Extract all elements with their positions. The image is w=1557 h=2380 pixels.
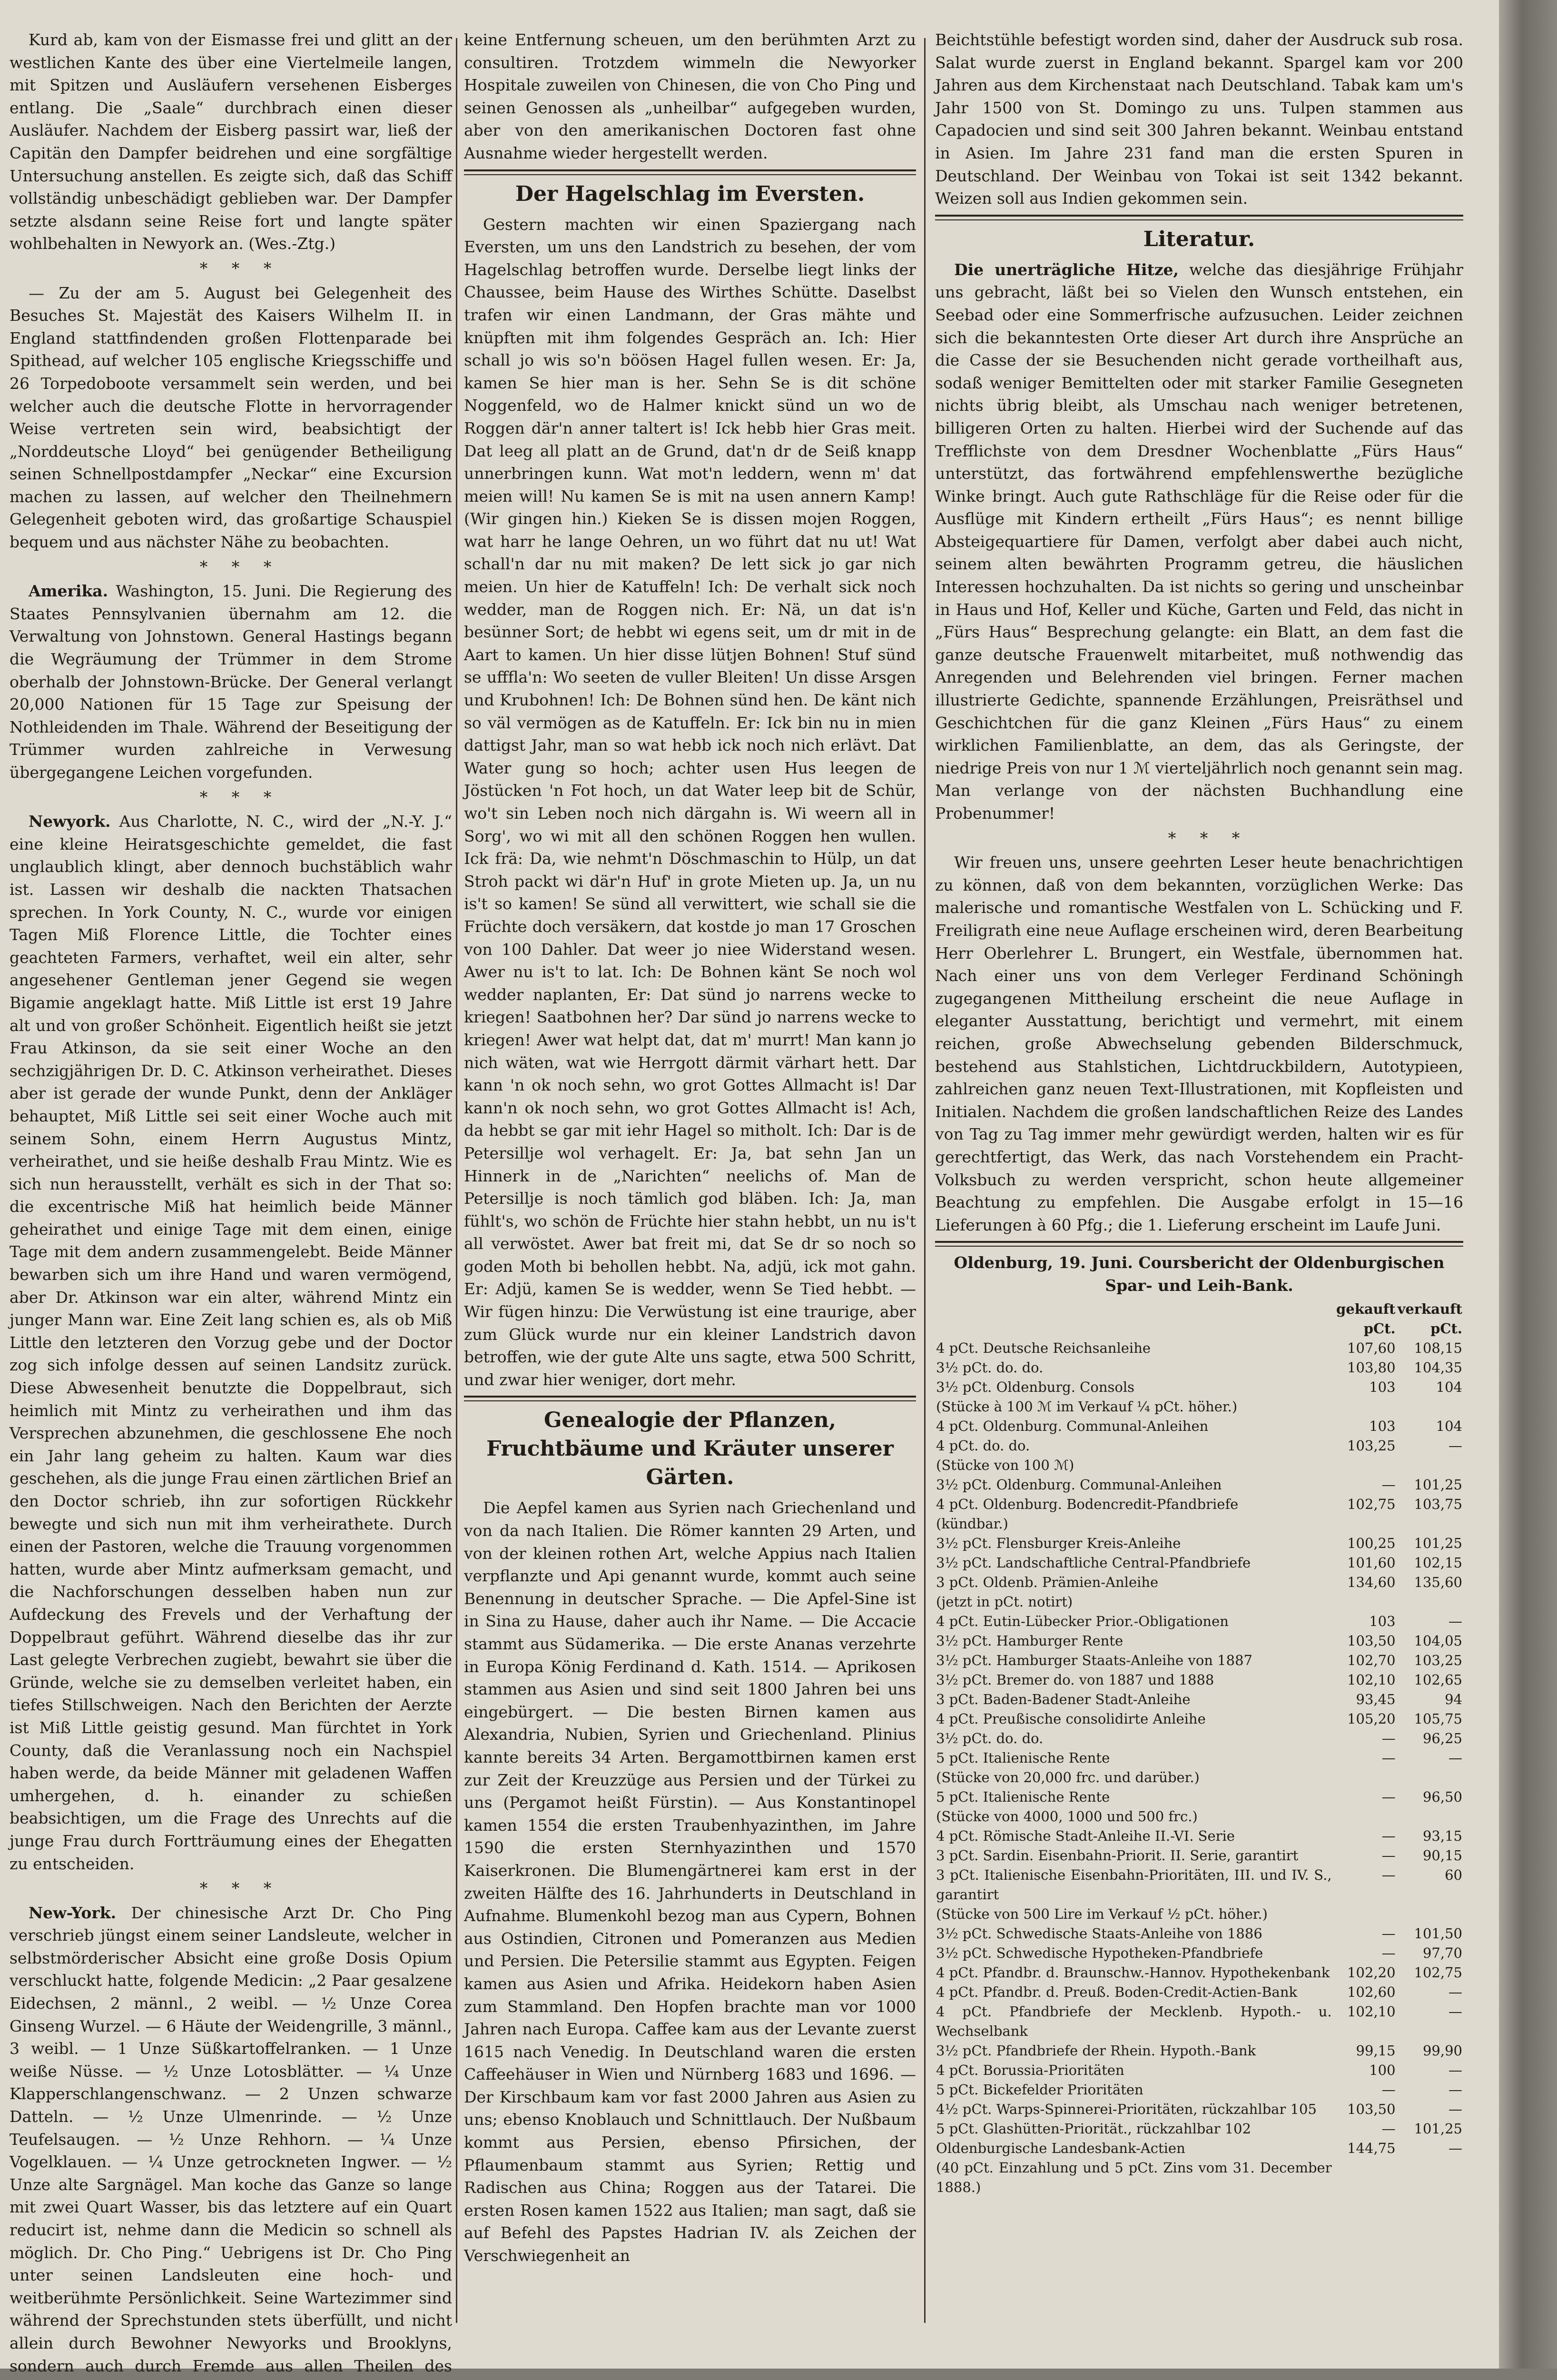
- table-row: [935, 2061, 1463, 2080]
- table-row: [935, 1846, 1463, 1865]
- article-newyork-body: Aus Charlotte, N. C., wird der „N.-Y. J.“ eine kleine Heiratsgeschichte gemeldet, die fast unglaublich klingt, aber dennoch buchstäblich wahr ist. Lassen wir deshalb die nackten Thatsachen sprechen. In York County, N. C., wurde vor einigen Tagen Miß Florence Little, die Tochter eines geachteten Farmers, verhaftet, weil ein alter, sehr angesehener Gentleman jener Gegend sie wegen Bigamie angeklagt hatte. Miß Little ist erst 19 Jahre alt und von großer Schönheit. Eigentlich heißt sie jetzt Frau Atkinson, da sie seit einer Woche an den sechzigjährigen Dr. D. C. Atkinson verheirathet. Dieses aber ist gerade der wunde Punkt, denn der Ankläger behauptet, Miß Little sei seit einer Woche auch mit seinem Sohn, einem Herrn Augustus Mintz, verheirathet, und sie heiße deshalb Frau Mintz. Wie es sich nun herausstellt, verhält es sich in der That so: die excentrische Miß hat heimlich beide Männer geheirathet und einige Tage mit dem einen, einige Tage mit dem andern zusammengelebt. Beide Männer bewarben sich um ihre Hand und waren vermögend, aber Dr. Atkinson war ein alter, während Mintz ein junger Mann war. Eine Zeit lang schien es, als ob Miß Little den letzteren den Vorzug gebe und der Doctor zog sich infolge dessen auf seinen Landsitz zurück. Diese Abwesenheit benutzte die Doppelbraut, sich heimlich mit Mintz zu verheirathen und ihm das Versprechen abzunehmen, die geschlossene Ehe noch ein Jahr lang geheim zu halten. Kaum war dies geschehen, als die junge Frau einen zärtlichen Brief an den Doctor schrieb, ihn zur sofortigen Rückkehr bewegte und sich nun mit ihm verheirathete. Durch einen der Pastoren, welche die Trauung vorgenommen hatten, wurde aber Mintz aufmerksam gemacht, und die Nachforschungen desselben haben nun zur Aufdeckung des Frevels und der Verhaftung der Doppelbraut geführt. Während dieselbe das ihr zur Last gelegte Verbrechen zugiebt, bewahrt sie über die Gründe, welche sie zu demselben verleitet haben, ein tiefes Stillschweigen. Nach den Berichten der Aerzte ist Miß Little geistig gesund. Man fürchtet in York County, daß die Veranlassung noch ein Nachspiel haben werde, da beide Männer mit geladenen Waffen umhergehen, d. h. einander zu schießen beabsichtigen, um die Frage des Unrechts auf die junge Frau durch Fortträumung eines der Ehegatten zu entscheiden.: [10, 812, 452, 1873]
- security-name: 3 pCt. Sardin. Eisenbahn-Priorit. II. Serie, garantirt: [936, 1847, 1299, 1864]
- price-bought: 100,25: [1347, 1535, 1396, 1552]
- unit-gekauft: pCt.: [1363, 1320, 1396, 1337]
- price-sold: 103,25: [1414, 1652, 1462, 1669]
- table-row: [935, 2119, 1463, 2139]
- article-new-york-body: Der chinesische Arzt Dr. Cho Ping verschrieb jüngst einem seiner Landsleute, welcher in selbstmörderischer Absicht eine große Dosis Opium verschluckt hatte, folgende Medicin: „2 Paar gesalzene Eidechsen, 2 männl., 2 weibl. — ½ Unze Corea Ginseng Wurzel. — 6 Häute der Weidengrille, 3 männl., 3 weibl. — 1 Unze Süßkartoffelranken. — 1 Unze weiße Nüsse. — ½ Unze Lotosblätter. — ¼ Unze Klapperschlangenschwanz. — 2 Unzen schwarze Datteln. — ½ Unze Ulmenrinde. — ½ Unze Teufelsaugen. — ½ Unze Rehhorn. — ¼ Unze Vogelklauen. — ¼ Unze getrockneten Ingwer. — ½ Unze alte Sargnägel. Man koche das Ganze so lange mit zwei Quart Wasser, bis das letztere auf ein Quart reducirt ist, nehme dann die Medicin so schnell als möglich. Dr. Cho Ping.“ Uebrigens ist Dr. Cho Ping unter seinen Landsleuten eine hoch- und weitberühmte Persönlichkeit. Seine Wartezimmer sind während der Sprechstunden stets überfüllt, und nicht allein durch Bewohner Newyorks und Brooklyns, sondern auch durch Fremde aus allen Theilen des: [10, 1903, 452, 2375]
- price-sold: [1397, 1904, 1463, 1924]
- table-row: [935, 1787, 1463, 1807]
- article-newyork: [10, 810, 452, 1875]
- price-sold: [1397, 1592, 1463, 1612]
- article-amerika: [10, 580, 452, 783]
- security-name: 4 pCt. Oldenburg. Communal-Anleihen: [936, 1418, 1209, 1435]
- security-name: 4 pCt. Deutsche Reichsanleihe: [936, 1340, 1151, 1357]
- coursbericht-title: Oldenburg, 19. Juni. Coursbericht der Oldenburgischen Spar- und Leih-Bank.: [954, 1253, 1445, 1295]
- table-row: [935, 1358, 1463, 1378]
- security-name: 4 pCt. Pfandbriefe der Mecklenb. Hypoth.- u. Wechselbank: [936, 2003, 1332, 2040]
- table-row: [935, 1924, 1463, 1944]
- security-name: 3½ pCt. Schwedische Staats-Anleihe von 1886: [936, 1925, 1262, 1942]
- price-bought: 103: [1369, 1613, 1396, 1630]
- security-name: 3½ pCt. Oldenburg. Consols: [936, 1379, 1135, 1396]
- price-bought: 103,50: [1347, 1633, 1396, 1649]
- price-sold: —: [1449, 1613, 1462, 1630]
- price-bought: 102,70: [1347, 1652, 1396, 1669]
- price-bought: 93,45: [1356, 1691, 1396, 1708]
- table-row: [935, 1631, 1463, 1651]
- table-row: [935, 1865, 1463, 1904]
- article-amerika-lead: Amerika.: [29, 582, 108, 601]
- price-sold: [1397, 1456, 1463, 1475]
- price-bought: —: [1381, 1750, 1396, 1766]
- price-sold: —: [1449, 2082, 1462, 2098]
- security-name: 4 pCt. Pfandbr. d. Preuß. Boden-Credit-Actien-Bank: [936, 1984, 1298, 2001]
- table-row: [935, 1826, 1463, 1846]
- table-row: [935, 2002, 1463, 2041]
- article-amerika-body: Washington, 15. Juni. Die Regierung des Staates Pennsylvanien übernahm am 12. die Verwaltung von Johnstown. General Hastings begann die Wegräumung der Trümmer in dem Strome oberhalb der Johnstown-Brücke. Der General verlangt 20,000 Nationen für 15 Tage zur Speisung der Nothleidenden im Thale. Während der Beseitigung der Trümmer wurden zahlreiche in Verwesung übergegangene Leichen vorgefunden.: [10, 582, 452, 782]
- price-bought: [1333, 2158, 1397, 2197]
- security-name: 3½ pCt. Bremer do. von 1887 und 1888: [936, 1672, 1214, 1688]
- table-row: [935, 2041, 1463, 2061]
- security-name: 3½ pCt. Flensburger Kreis-Anleihe: [936, 1535, 1181, 1552]
- table-body: [935, 1339, 1463, 2197]
- heading-genealogie: Genealogie der Pflanzen, Fruchtbäume und Kräuter unserer Gärten.: [486, 1408, 894, 1490]
- price-sold: 101,50: [1414, 1925, 1462, 1942]
- price-bought: 107,60: [1347, 1340, 1396, 1357]
- security-name: (40 pCt. Einzahlung und 5 pCt. Zins vom 31. December 1888.): [936, 2160, 1332, 2196]
- price-bought: —: [1381, 2121, 1396, 2137]
- price-bought: 103,25: [1347, 1438, 1396, 1454]
- heading-literatur: Literatur.: [1143, 227, 1255, 251]
- security-name: 3 pCt. Oldenb. Prämien-Anleihe: [936, 1574, 1159, 1591]
- article-new-york-lead: New-York.: [29, 1903, 117, 1922]
- security-name: 4 pCt. Oldenburg. Bodencredit-Pfandbriefe: [936, 1496, 1239, 1513]
- separator-stars: * * *: [1168, 828, 1250, 847]
- price-sold: 102,65: [1414, 1672, 1462, 1688]
- security-name: (Stücke von 500 Lire im Verkauf ½ pCt. höher.): [936, 1906, 1268, 1923]
- security-name: Oldenburgische Landesbank-Actien: [936, 2140, 1185, 2157]
- unit-verkauft: pCt.: [1430, 1320, 1462, 1337]
- price-bought: 105,20: [1347, 1711, 1396, 1727]
- table-row: [935, 1495, 1463, 1514]
- table-row: [935, 1456, 1463, 1475]
- table-row: [935, 1904, 1463, 1924]
- price-bought: —: [1381, 1730, 1396, 1747]
- price-sold: 104: [1436, 1379, 1462, 1396]
- security-name: 4 pCt. do. do.: [936, 1438, 1030, 1454]
- price-bought: 102,10: [1347, 2003, 1396, 2020]
- security-name: (kündbar.): [936, 1516, 1008, 1532]
- price-sold: 102,15: [1414, 1555, 1462, 1571]
- price-bought: [1333, 1592, 1397, 1612]
- price-sold: —: [1449, 1984, 1462, 2001]
- price-sold: 93,15: [1422, 1828, 1462, 1844]
- section-rule: [464, 169, 916, 175]
- price-bought: 102,75: [1347, 1496, 1396, 1513]
- security-name: 4 pCt. Preußische consolidirte Anleihe: [936, 1711, 1206, 1727]
- article-genealogie-continued: Beichtstühle befestigt worden sind, daher der Ausdruck sub rosa. Salat wurde zuerst in England bekannt. Spargel kam vor 200 Jahren aus dem Kirchenstaat nach Deutschland. Tabak kam um's Jahr 1500 von St. Domingo zu uns. Tulpen stammen aus Capadocien und sind seit 300 Jahren bekannt. Weinbau entstand in Asien. Im Jahre 231 fand man die ersten Spuren in Deutschland. Der Weinbau von Tokai ist seit 1342 bekannt. Weizen soll aus Indien gekommen sein.: [935, 30, 1463, 208]
- price-sold: 101,25: [1414, 1477, 1462, 1493]
- table-row: [935, 1651, 1463, 1670]
- table-row: [935, 1944, 1463, 1963]
- security-name: 3½ pCt. do. do.: [936, 1359, 1044, 1376]
- security-name: 3½ pCt. Hamburger Staats-Anleihe von 1887: [936, 1652, 1252, 1669]
- table-row: [935, 1963, 1463, 1983]
- security-name: 3½ pCt. do. do.: [936, 1730, 1044, 1747]
- price-sold: 104,35: [1414, 1359, 1462, 1376]
- security-name: 3 pCt. Italienische Eisenbahn-Prioritäten, III. und IV. S., garantirt: [936, 1867, 1332, 1903]
- price-sold: 101,25: [1414, 1535, 1462, 1552]
- table-row: [935, 2080, 1463, 2100]
- table-row: [935, 1553, 1463, 1573]
- heading-hagelschlag: Der Hagelschlag im Eversten.: [515, 181, 865, 206]
- security-name: 4 pCt. Borussia-Prioritäten: [936, 2062, 1124, 2079]
- price-bought: 102,20: [1347, 1964, 1396, 1981]
- article-new-york: [10, 1902, 452, 2380]
- table-row: [935, 1690, 1463, 1709]
- separator-stars: * * *: [199, 787, 281, 806]
- header-gekauft: gekauft: [1336, 1301, 1396, 1318]
- table-row: [935, 1436, 1463, 1456]
- price-sold: 102,75: [1414, 1964, 1462, 1981]
- table-row: [935, 1417, 1463, 1436]
- table-row: [935, 1514, 1463, 1534]
- article-newyork-lead: Newyork.: [29, 812, 111, 831]
- price-bought: 103,50: [1347, 2101, 1396, 2118]
- table-row: [935, 2158, 1463, 2197]
- price-bought: —: [1381, 1925, 1396, 1942]
- security-name: 5 pCt. Italienische Rente: [936, 1750, 1110, 1766]
- security-name: (Stücke von 100 ℳ): [936, 1457, 1074, 1474]
- security-name: 3½ pCt. Oldenburg. Communal-Anleihen: [936, 1477, 1222, 1493]
- table-row: [935, 1807, 1463, 1826]
- price-sold: 60: [1445, 1867, 1462, 1884]
- table-row: [935, 1983, 1463, 2002]
- security-name: (jetzt in pCt. notirt): [936, 1594, 1073, 1610]
- price-bought: 100: [1369, 2062, 1396, 2079]
- column-3: [935, 29, 1463, 2351]
- price-sold: —: [1449, 1438, 1462, 1454]
- price-bought: [1333, 1807, 1397, 1826]
- table-row: [935, 1670, 1463, 1690]
- price-bought: [1333, 1514, 1397, 1534]
- header-verkauft: verkauft: [1397, 1301, 1462, 1318]
- security-name: 3 pCt. Baden-Badener Stadt-Anleihe: [936, 1691, 1191, 1708]
- security-name: 4 pCt. Pfandbr. d. Braunschw.-Hannov. Hypothekenbank: [936, 1964, 1330, 1981]
- security-name: 3½ pCt. Hamburger Rente: [936, 1633, 1123, 1649]
- price-sold: —: [1449, 1750, 1462, 1766]
- security-name: 4 pCt. Eutin-Lübecker Prior.-Obligationen: [936, 1613, 1229, 1630]
- column-rule-2: [924, 38, 926, 2323]
- separator-stars: * * *: [199, 557, 281, 576]
- price-sold: [1397, 1768, 1463, 1787]
- table-row: [935, 1475, 1463, 1495]
- price-sold: 105,75: [1414, 1711, 1462, 1727]
- security-name: 3½ pCt. Landschaftliche Central-Pfandbriefe: [936, 1555, 1251, 1571]
- security-name: 4 pCt. Römische Stadt-Anleihe II.-VI. Serie: [936, 1828, 1235, 1844]
- price-bought: —: [1381, 1477, 1396, 1493]
- table-row: [935, 1397, 1463, 1417]
- price-bought: [1333, 1768, 1397, 1787]
- coursbericht-table: [935, 1299, 1463, 2197]
- price-sold: —: [1449, 2062, 1462, 2079]
- column-1: [10, 29, 452, 2375]
- price-bought: —: [1381, 1847, 1396, 1864]
- section-rule: [935, 215, 1463, 220]
- security-name: 4½ pCt. Warps-Spinnerei-Prioritäten, rückzahlbar 105: [936, 2101, 1317, 2118]
- separator-stars: * * *: [199, 1879, 281, 1898]
- table-row: [935, 1748, 1463, 1768]
- price-bought: 102,10: [1347, 1672, 1396, 1688]
- price-bought: 99,15: [1356, 2043, 1396, 2059]
- section-rule: [464, 1396, 916, 1401]
- price-bought: —: [1381, 1828, 1396, 1844]
- price-bought: [1333, 1397, 1397, 1417]
- price-sold: —: [1449, 2003, 1462, 2020]
- table-row: [935, 1378, 1463, 1397]
- column-rule-1: [456, 38, 457, 2323]
- price-sold: 97,70: [1422, 1945, 1462, 1962]
- security-name: 3½ pCt. Schwedische Hypotheken-Pfandbriefe: [936, 1945, 1263, 1962]
- table-header-row: [935, 1299, 1463, 1319]
- table-row: [935, 1339, 1463, 1358]
- price-bought: 103,80: [1347, 1359, 1396, 1376]
- section-rule: [935, 1241, 1463, 1247]
- table-row: [935, 2100, 1463, 2119]
- price-sold: [1397, 1514, 1463, 1534]
- price-bought: —: [1381, 1867, 1396, 1884]
- price-sold: 135,60: [1414, 1574, 1462, 1591]
- price-sold: [1397, 2158, 1463, 2197]
- price-bought: [1333, 1904, 1397, 1924]
- price-sold: [1397, 1397, 1463, 1417]
- price-bought: [1333, 1456, 1397, 1475]
- price-bought: 102,60: [1347, 1984, 1396, 2001]
- security-name: (Stücke von 20,000 frc. und darüber.): [936, 1769, 1200, 1786]
- price-bought: —: [1381, 2082, 1396, 2098]
- price-bought: 103: [1369, 1418, 1396, 1435]
- price-sold: 103,75: [1414, 1496, 1462, 1513]
- security-name: (Stücke von 4000, 1000 und 500 frc.): [936, 1808, 1198, 1825]
- price-sold: 94: [1445, 1691, 1462, 1708]
- price-bought: 103: [1369, 1379, 1396, 1396]
- article-westfalen: Wir freuen uns, unsere geehrten Leser heute benachrichtigen zu können, daß von dem bekannten, vorzüglichen Werke: Das malerische und romantische Westfalen von L. Schücking und F. Freiligrath eine neue Auflage erscheinen wird, deren Bearbeitung Herr Oberlehrer L. Brungert, ein Westfale, übernommen hat. Nach einer uns von dem Verleger Ferdinand Schöningh zugegangenen Mittheilung erscheint die neue Auflage in eleganter Ausstattung, berichtigt und vermehrt, mit einem reichen, große Abwechselung gebenden Bilderschmuck, bestehend aus Stahlstichen, Lichtdruckbildern, Autotypieen, zahlreichen ganz neuen Text-Illustrationen, mit Kopfleisten und Initialen. Nachdem die großen landschaftlichen Reize des Landes von Tag zu Tag immer mehr gewürdigt werden, halten wir es für gerechtfertigt, das Werk, das nach Vorstehendem ein Pracht-Volksbuch zu werden verspricht, schon heute allgemeiner Beachtung zu empfehlen. Die Ausgabe erfolgt in 15—16 Lieferungen à 60 Pfg.; die 1. Lieferung erscheint im Laufe Juni.: [935, 853, 1463, 1234]
- table-row: [935, 1729, 1463, 1748]
- article-eisberg: Kurd ab, kam von der Eismasse frei und glitt an der westlichen Kante des über eine Viertelmeile langen, mit Spitzen und Ausläufern versehenen Eisberges entlang. Die „Saale“ durchbrach einen dieser Ausläufer. Nachdem der Eisberg passirt war, ließ der Capitän den Dampfer beidrehen und eine sorgfältige Untersuchung anstellen. Es zeigte sich, daß das Schiff vollständig unbeschädigt geblieben war. Der Dampfer setzte alsdann seine Reise fort und langte später wohlbehalten in Newyork an. (Wes.-Ztg.): [10, 30, 452, 253]
- price-sold: —: [1449, 2101, 1462, 2118]
- table-unit-row: [935, 1319, 1463, 1339]
- price-sold: [1397, 1807, 1463, 1826]
- price-bought: —: [1381, 1789, 1396, 1805]
- article-hagelschlag: Gestern machten wir einen Spaziergang nach Eversten, um uns den Landstrich zu besehen, der vom Hagelschlag betroffen wurde. Derselbe liegt links der Chaussee, beim Hause des Wirthes Schütte. Daselbst trafen wir einen Landmann, der Gras mähte und knüpften mit ihm folgendes Gespräch an. Ich: Hier schall jo wis so'n böösen Hagel fullen wesen. Er: Ja, kamen Se hier man is her. Sehn Se is dit schöne Noggenfeld, wo de Halmer knickt sünd un wo de Roggen där'n anner taltert is! Ick hebb hier Gras meit. Dat leeg all platt an de Grund, dat'n dr de Seiß knapp unnerbringen kunn. Wat mot'n leddern, wenn m' dat meien will! Nu kamen Se is mit na usen annern Kamp! (Wir gingen hin.) Kieken Se is dissen mojen Roggen, wat harr he lange Oehren, un wo führt dat nu ut! Wat schall'n dar nu mit maken? De lett sick jo gar nich meien. Un hier de Katuffeln! Ich: De verhalt sick noch wedder, man de Roggen nich. Er: Nä, un dat is'n besünner Sort; de hebbt wi egens seit, um dr mit in de Aart to kamen. Un hier disse lütjen Bohnen! Stuf sünd se ufffla'n: Wo seeten de vuller Bleiten! Un disse Arsgen und Krubohnen! Ich: De Bohnen sünd hen. De känt nich so väl vermögen as de Katuffeln. Er: Ick bin nu in mien dattigst Jahr, man so wat hebb ick noch nich erlävt. Dat Water gung so hoch; achter usen Hus leegen de Jöstücken 'n Fot hoch, un dat Water leep bit de Schür, wo't sin Leben noch nich därgahn is. Wi weern all in Sorg', wo wi mit all den schönen Roggen hen wullen. Ick frä: Da, wie nehmt'n Döschmaschin to Hülp, un dat Stroh packt wi där'n Huf' in grote Mieten up. Ja, un nu is't so kamen! Se sünd all verwittert, wie schall sie die Früchte doch versäkern, dat kostde jo man 17 Groschen von 100 Dahler. Dat weer jo niee Widerstand wesen. Awer nu is't to lat. Ich: De Bohnen känt Se noch wol wedder naplanten, Er: Dat sünd jo narrens wecke to kriegen! Saatbohnen her? Dar sünd jo narrens wecke to kriegen! Awer wat helpt dat, dat m' murrt! Man kann jo nich wäten, wat wie Herrgott därmit värhart hett. Dar kann 'n ok noch sehn, wo grot Gottes Allmacht is! Dar kann'n ok noch sehn, wo grot Gottes Allmacht is! Ach, da hebbt se gar mit iehr Hagel so mitholt. Ich: Dar is de Petersillje wol verhagelt. Er: Ja, bat sehn Jan un Hinnerk in de „Narichten“ neelichs of. Man de Petersillje is noch tämlich god bläben. Ich: Ja, man fühlt's, wo schön de Früchte hier stahn hebbt, un nu is't all verwöstet. Awer bat freit mi, dat Se dr so noch so goden Moth bi behollen hebbt. Na, adjü, ick mot gahn. Er: Adjü, kamen Se is wedder, wenn Se Tied hebbt. — Wir fügen hinzu: Die Verwüstung ist eine traurige, aber zum Glück wurde nur ein kleiner Landstrich davon betroffen, wie der gute Alte uns sagte, etwa 500 Schritt, und zwar hier weniger, dort mehr.: [464, 215, 916, 1389]
- table-row: [935, 1534, 1463, 1553]
- table-row: [935, 1709, 1463, 1729]
- table-row: [935, 1573, 1463, 1592]
- price-sold: 101,25: [1414, 2121, 1462, 2137]
- table-row: [935, 1592, 1463, 1612]
- price-sold: 104,05: [1414, 1633, 1462, 1649]
- security-name: 5 pCt. Italienische Rente: [936, 1789, 1110, 1805]
- price-sold: 90,15: [1422, 1847, 1462, 1864]
- security-name: 5 pCt. Bickefelder Prioritäten: [936, 2082, 1143, 2098]
- price-sold: 104: [1436, 1418, 1462, 1435]
- price-sold: 96,50: [1422, 1789, 1462, 1805]
- price-sold: —: [1449, 2140, 1462, 2157]
- article-hitze-body: welche das diesjährige Frühjahr uns gebracht, läßt bei so Vielen den Wunsch entstehen, ein Seebad oder eine Sommerfrische aufzusuchen. Leider zeichnen sich die bekanntesten Orte dieser Art durch ihre Ansprüche an die Casse der sie Besuchenden nicht gerade vortheilhaft aus, sodaß weniger Bemittelten oder mit starker Familie Gesegneten nichts übrig bleibt, als Umschau nach weniger betretenen, billigeren Orten zu halten. Hierbei wird der Suchende auf das Trefflichste von dem Dresdner Wochenblatte „Fürs Haus“ unterstützt, das fortwährend empfehlenswerthe bezügliche Winke bringt. Auch gute Rathschläge für die Reise oder für die Ausflüge mit Kindern ertheilt „Fürs Haus“; es nennt billige Absteigequartiere für Damen, verfolgt aber dabei auch nicht, seinem alten bewährten Programm getreu, die häuslichen Interessen hochzuhalten. Da ist nichts so gering und unscheinbar in Haus und Hof, Keller und Küche, Garten und Feld, das nicht in „Fürs Haus“ Besprechung gelangte: ein Blatt, an dem fast die ganze deutsche Frauenwelt mitarbeitet, muß nothwendig das Anregenden und Belehrenden viel bringen. Ferner machen illustrierte Gedichte, spannende Erzählungen, Preisräthsel und Geschichtchen für die ganz Kleinen „Fürs Haus“ zu einem wirklichen Familienblatte, an dem, das als Geringste, der niedrige Preis von nur 1 ℳ vierteljährlich noch genannt sein mag. Man verlange von der nächsten Buchhandlung eine Probenummer!: [935, 260, 1463, 823]
- security-name: (Stücke à 100 ℳ im Verkauf ¼ pCt. höher.): [936, 1398, 1238, 1415]
- page-edge-shadow: [1499, 0, 1557, 2369]
- article-hitze-lead: Die unerträgliche Hitze,: [954, 260, 1179, 279]
- price-sold: 99,90: [1422, 2043, 1462, 2059]
- price-bought: 144,75: [1347, 2140, 1396, 2157]
- price-bought: 134,60: [1347, 1574, 1396, 1591]
- table-row: [935, 1768, 1463, 1787]
- separator-stars: * * *: [199, 258, 281, 278]
- security-name: 5 pCt. Glashütten-Priorität., rückzahlbar 102: [936, 2121, 1252, 2137]
- price-bought: —: [1381, 1945, 1396, 1962]
- article-genealogie: Die Aepfel kamen aus Syrien nach Griechenland und von da nach Italien. Die Römer kannten 29 Arten, und von der kleinen rothen Art, welche Appius nach Italien verpflanzte und Api genannt wurde, kommt auch seine Benennung in deutscher Sprache. — Die Apfel-Sine ist in Sina zu Hause, daher auch ihr Name. — Die Accacie stammt aus Südamerika. — Die erste Ananas verzehrte in Europa König Ferdinand d. Kath. 1514. — Aprikosen stammen aus Asien und sind seit 1800 Jahren bei uns eingebürgert. — Die besten Birnen kamen aus Alexandria, Nubien, Syrien und Griechenland. Plinius kannte bereits 34 Arten. Bergamottbirnen kamen erst zur Zeit der Kreuzzüge aus Persien und der Türkei zu uns (Pergamot heißt Fürstin). — Aus Konstantinopel kamen 1554 die ersten Traubenhyazinthen, im Jahre 1590 die ersten Sternhyazinthen und 1570 Kaiserkronen. Die Blumengärtnerei kam erst in der zweiten Hälfte des 16. Jahrhunderts in Deutschland in Aufnahme. Blumenkohl bezog man aus Cypern, Bohnen aus Ostindien, Citronen und Pomeranzen aus Medien und Persien. Die Petersilie stammt aus Egypten. Feigen kamen aus Asien und Afrika. Heidekorn haben Asien zum Stammland. Den Hopfen brachte man vor 1000 Jahren nach Europa. Caffee kam aus der Levante zuerst 1615 nach Venedig. In Deutschland waren die ersten Caffeehäuser in Wien und Nürnberg 1683 und 1696. — Der Kirschbaum kam vor fast 2000 Jahren aus Asien zu uns; ebenso Knoblauch und Schnittlauch. Der Nußbaum kommt aus Persien, ebenso Pfirsichen, der Pflaumenbaum stammt aus Syrien; Rettig und Radischen aus China; Roggen aus der Tatarei. Die ersten Rosen kamen 1522 aus Italien; man sagt, daß sie auf Befehl des Papstes Hadrian IV. als Zeichen der Verschwiegenheit an: [464, 1498, 916, 2265]
- article-hitze: [935, 258, 1463, 825]
- column-2: [464, 29, 916, 2351]
- price-bought: 101,60: [1347, 1555, 1396, 1571]
- table-row: [935, 1612, 1463, 1631]
- article-flottenparade: — Zu der am 5. August bei Gelegenheit des Besuches St. Majestät des Kaisers Wilhelm II. in England stattfindenden großen Flottenparade bei Spithead, auf welcher 105 englische Kriegsschiffe und 26 Torpedoboote versammelt sein werden, und bei welcher auch die deutsche Flotte in hervorragender Weise vertreten sein wird, beabsichtigt der „Norddeutsche Lloyd“ bei genügender Betheiligung seinen Schnellpostdampfer „Neckar“ eine Excursion machen zu lassen, auf welcher den Theilnehmern Gelegenheit geboten wird, das großartige Schauspiel bequem und aus nächster Nähe zu beobachten.: [10, 283, 452, 552]
- price-sold: 108,15: [1414, 1340, 1462, 1357]
- price-sold: 96,25: [1422, 1730, 1462, 1747]
- article-continued: keine Entfernung scheuen, um den berühmten Arzt zu consultiren. Trotzdem wimmeln die Newyorker Hospitale zuweilen von Chinesen, die von Cho Ping und seinen Genossen als „unheilbar“ aufgegeben wurden, aber von den amerikanischen Doctoren fast ohne Ausnahme wieder hergestellt werden.: [464, 30, 916, 162]
- security-name: 3½ pCt. Pfandbriefe der Rhein. Hypoth.-Bank: [936, 2043, 1256, 2059]
- table-row: [935, 2139, 1463, 2158]
